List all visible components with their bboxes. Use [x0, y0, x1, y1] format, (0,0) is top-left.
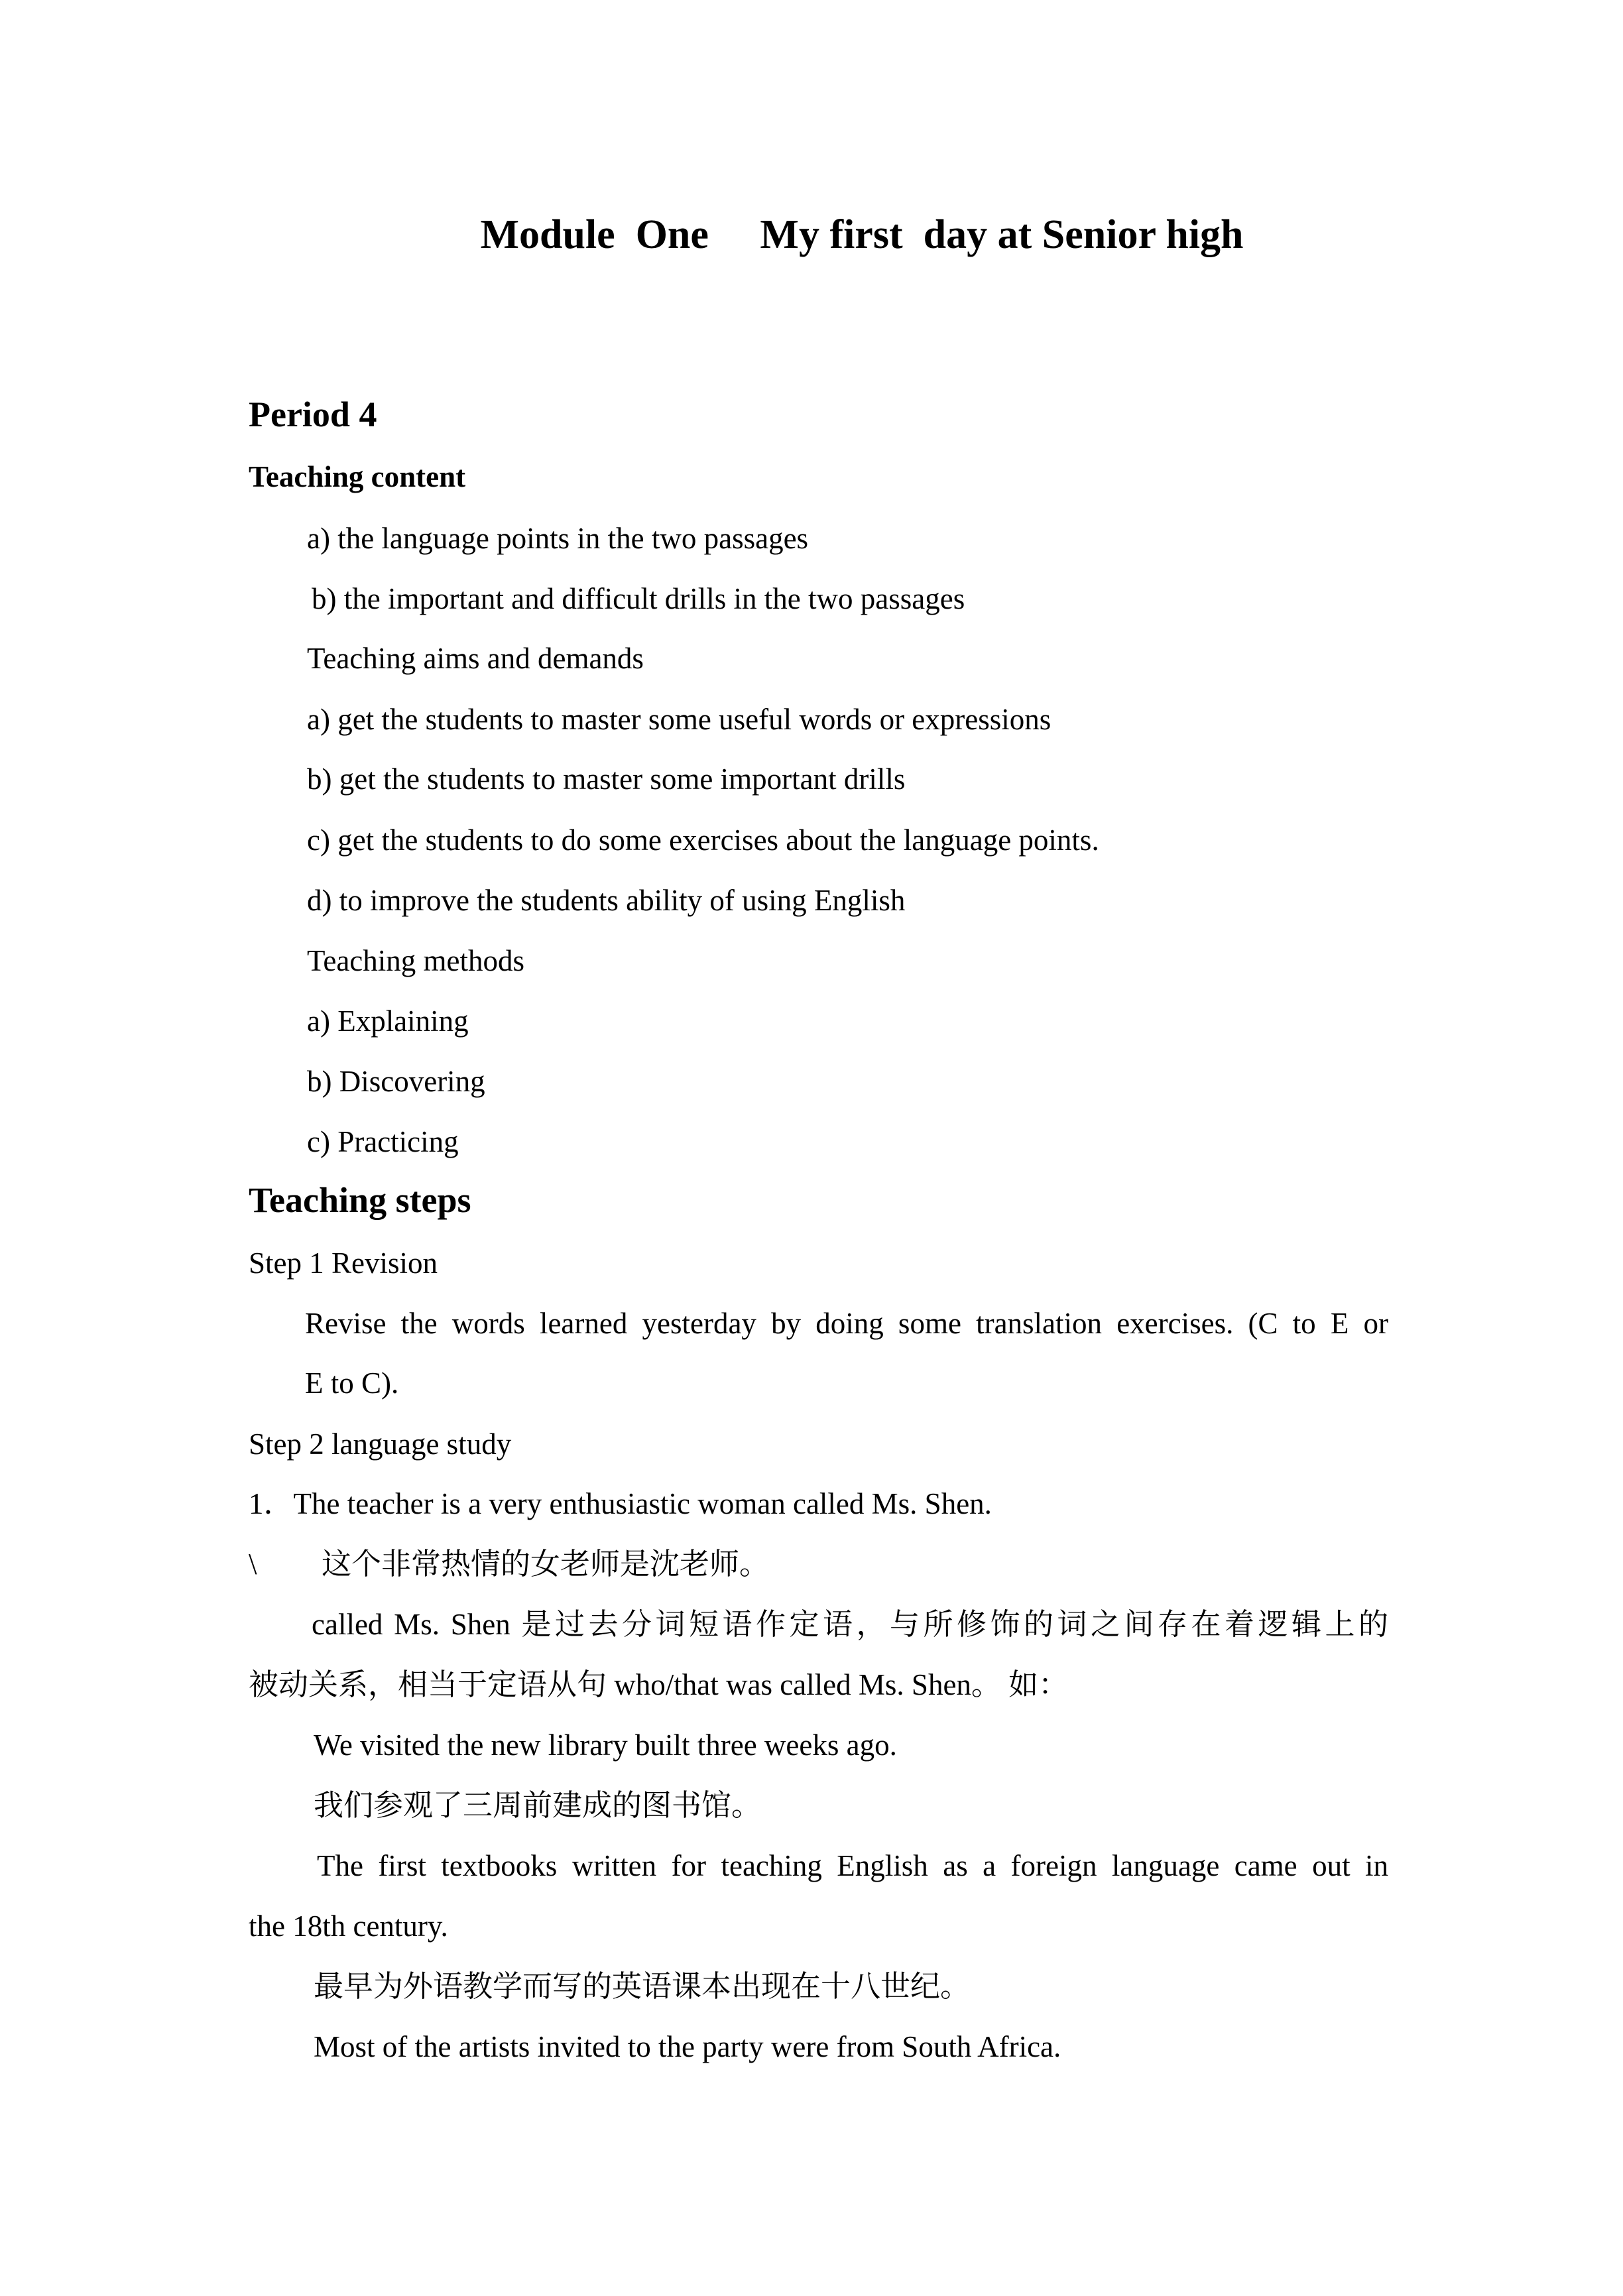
- example-sentence: We visited the new library built three weeks ago.: [314, 1728, 897, 1762]
- example-sentence: The first textbooks written for teaching English as a foreign language came out in: [317, 1849, 1388, 1882]
- example-sentence-continued: the 18th century.: [249, 1909, 448, 1943]
- aims-heading: Teaching aims and demands: [307, 642, 644, 675]
- step2-title: Step 2 language study: [249, 1427, 512, 1461]
- methods-item: a) Explaining: [307, 1004, 469, 1038]
- teaching-content-heading: Teaching content: [249, 460, 466, 493]
- methods-item: c) Practicing: [307, 1125, 459, 1158]
- aims-item: a) get the students to master some useful words or expressions: [307, 703, 1052, 736]
- explanation-line2: 被动关系，相当于定语从句 who/that was called Ms. Shen。 如：: [249, 1668, 1069, 1701]
- step1-text-line2: E to C).: [305, 1366, 399, 1400]
- backslash-mark: \: [249, 1547, 257, 1581]
- content-item: b) the important and difficult drills in the two passages: [312, 582, 965, 615]
- aims-item: c) get the students to do some exercises about the language points.: [307, 823, 1099, 857]
- aims-item: b) get the students to master some important drills: [307, 762, 906, 796]
- explanation-line1: called Ms. Shen 是过去分词短语作定语，与所修饰的词之间存在着逻辑上的: [312, 1608, 1388, 1641]
- methods-heading: Teaching methods: [307, 944, 525, 977]
- aims-item: d) to improve the students ability of using English: [307, 884, 906, 917]
- step1-text-line1: Revise the words learned yesterday by doing some translation exercises. (C to E or: [305, 1307, 1388, 1340]
- point1-sentence: 1．The teacher is a very enthusiastic woman called Ms. Shen.: [249, 1487, 992, 1520]
- period-heading: Period 4: [249, 394, 377, 434]
- example-sentence: Most of the artists invited to the party were from South Africa.: [314, 2030, 1061, 2063]
- content-item: a) the language points in the two passages: [307, 522, 809, 555]
- step1-title: Step 1 Revision: [249, 1246, 438, 1280]
- point1-translation: 这个非常热情的女老师是沈老师。: [322, 1547, 770, 1581]
- document-title: Module One My first day at Senior high: [480, 212, 1244, 257]
- methods-item: b) Discovering: [307, 1065, 485, 1098]
- example-translation: 我们参观了三周前建成的图书馆。: [314, 1789, 762, 1822]
- teaching-steps-heading: Teaching steps: [249, 1180, 471, 1220]
- example-translation: 最早为外语教学而写的英语课本出现在十八世纪。: [314, 1970, 971, 2003]
